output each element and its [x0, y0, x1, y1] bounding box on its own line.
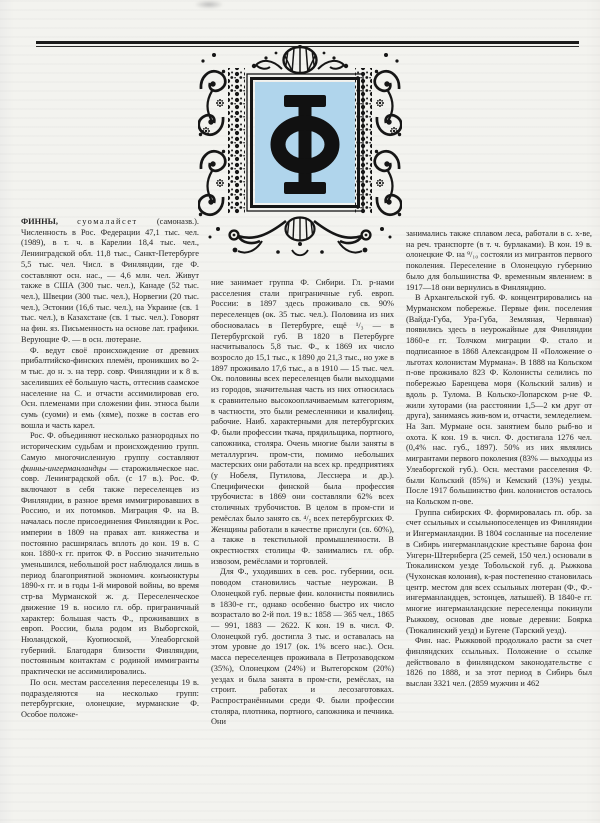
text-run: (самоназв.). Численность в Рос. Федерации 47,1 тыс. чел. (1989), в т. ч. в Карелии 18,4 тыс. чел., Ленинградской обл. 11,8 тыс., Санкт-Петербурге 5,5 тыс. чел. Числ. в Финляндии, где Ф. составляют осн. нас., — 4,6 млн. чел. Живут также в США (300 тыс. чел.), Канаде (52 тыс. чел.), Швеции (300 тыс. чел.), Норвегии (20 тыс. чел.), Эстонии (16,6 тыс. чел.), на Украине (св. 1 тыс. чел.), в Казахстане (св. 1 тыс. чел.). Говорят на фин. яз. Письменность на основе лат. графики. Верующие Ф. — в осн. лютеране.: [21, 217, 199, 344]
article-body: [21, 217, 592, 773]
ornament-top-crest: [252, 45, 348, 75]
text-run: Для Ф., уходивших в сев. рос. губернии, осн. поводом становились частые неурожаи. В Олонецкой губ. первые фин. колонисты появились в 1830-е гг., однако особенно быстро их число возрастало во 2-й пол. 19 в.: 1858 — 365 чел., 1865 — 991, 1883 — 2622. К кон. 19 в. числ. Ф. Олонецкой губ. достигла 3 тыс. и оставалась на этом уровне до 1917 (ок. 1% всего нас.). Осн. масса переселенцев проживала в Петрозаводском (35%), Олонецком (24%) и Вытегорском (20%) уездах и была занята в пром-сти, ремёслах, на строит. работах и лесозаготовках. Распространёнными среди Ф. были профессии столяра, плотника, портного, сапожника и печника. Они: [211, 567, 394, 727]
paragraph: [21, 217, 199, 346]
paragraph: [211, 567, 394, 728]
text-run: финны-ингерманландцы: [21, 463, 107, 473]
text-column: [21, 217, 199, 773]
text-run: суомалайсет: [77, 217, 138, 226]
text-run: занимались также сплавом леса, работали в с. х-ве, на реч. транспорте (в т. ч. бурлаками). В кон. 19 в. олонецкие Ф. на ⁹/₁₀ состояли из мигрантов первого поколения. Переселение в Олонецкую губернию было для большинства Ф. временным явлением: в 1917—18 они вернулись в Финляндию.: [406, 229, 592, 292]
text-run: Группа сибирских Ф. формировалась гл. обр. за счет ссыльных и ссыльнопоселенцев из Финляндии и Ингерманландии. В 1804 сосланные на поселение в Сибирь ингерманландские крестьяне барона фон Унгерн-Штернберга (25 семей, 150 чел.) основали в Тюкалинском уезде Тобольской губ. д. Рыжкова (Чухонская колония), к-рая постепенно становилась центр. местом для всех ссыльных лютеран (Ф., Ф.-ингерманландцев, эстонцев, латышей). В 1840-е гг. многие ингерманландские переселенцы покинули Рыжкову, основав две новые деревни: Боярка (Тюкалинский уезд) и Бугене (Тарский уезд).: [406, 507, 592, 635]
paragraph: [21, 346, 199, 432]
ornament-left-vine: [199, 53, 226, 216]
ornament-right-vine: [375, 53, 402, 216]
text-column: [406, 217, 592, 773]
paragraph: [406, 508, 592, 637]
text-run: В Архангельской губ. Ф. концентрировались на Мурманском побережье. Первые фин. поселения (Вайда-Губа, Ура-Губа, Земляная, Червяная) появились здесь в неурожайные для Финляндии 1860-е гг. Толчком миграции Ф. стало и подписанное в 1868 Александром II «Положение о льготах колонистам Мурмана». В 1888 на Кольском п-ове проживало 823 Ф. Колонисты селились по побережью Баренцева моря (Кольский залив) и вдоль р. Тулома. В Кольско-Лопарском р-не Ф. жили хуторами (на расстоянии 1,5—2 км друг от друга), занимаясь жив-вом и, отчасти, земледелием. На Зап. Мурмане осн. занятием было рыб-во и охота. К кон. 19 в. числ. Ф. достигала 1276 чел. (0,4% нас. губ., 1897). 50% из них являлись мигрантами первого поколения (83% — выходцы из Улеаборгской губ.). Осн. местами расселения Ф. были Кольский (85%) и Кемский (13%) уезды. После 1917 большинство фин. колонистов осталось на Кольском п-ове.: [406, 293, 592, 506]
paragraph: [21, 678, 199, 721]
letter-plate: [247, 74, 363, 211]
paragraph: [406, 229, 592, 293]
ornament-left-strip: [228, 68, 245, 214]
top-rule-thick: [36, 41, 579, 44]
text-run: Рос. Ф. объединяют несколько разнородных по историческим судьбам и происхождению групп. Самую многочисленную группу составляют: [21, 431, 199, 462]
text-run: ние занимает группа Ф. Сибири. Гл. р-нами расселения стали приграничные губ. европ. России: в 1897 здесь проживало св. 90% переселенцев (ок. 35 тыс. чел.). Половина из них обосновалась в Петербурге, ещё ¹/₃ — в Петербургской губ. В 1820 в Петербурге насчитывалось 5,8 тыс. Ф., к 1869 их число возросло до 15,1 тыс., к 1890 до 21,3 тыс., но уже в 1897 проживало 17,6 тыс., а в 1910 — 15 тыс. чел. Ок. половины всех переселенцев были выходцами из городов, значительная часть из них относилась к сравнительно высокооплачиваемым категориям, в частности, это были ремесленники и квалифиц. рабочие. Наиб. характерными для петербургских Ф. были профессии ткача, прядильщика, портного, сапожника, столяра. Очень многие были заняты в металлургич. пром-сти, помимо небольших мастерских они работали на всех кр. предприятиях (у Нобеля, Путилова, Лесснера и др.). Специфически финской была профессия трубочиста: в 1869 они составляли 62% всех столичных трубочистов. В целом в пром-сти и ремёслах было занято св. ⁴/₅ всех петербургских Ф. Женщины работали в качестве прислуги (св. 60%), а также в текстильной промышленности. В окрестностях столицы Ф. занимались гл. обр. извозом, ремёслами и торговлей.: [211, 278, 394, 566]
text-run: По осн. местам расселения переселенцы 19 в. подразделяются на несколько групп: петербургские, олонецкие, мурманские Ф. Особое положе-: [21, 677, 199, 720]
scan-smudge: [194, 0, 224, 9]
paragraph: [406, 293, 592, 507]
paragraph: [406, 636, 592, 690]
text-run: Ф. ведут своё происхождение от древних прибалтийско-финских племён, проникших во 2-м тыс. до н. э. на терр. совр. Финляндии и к 8 в. заселивших её большую часть, оттеснив саамское население на С. и отчасти ассимилировав его. Осн. племенами при сложении фин. этноса были сумь (суоми) и емь (хяме), позже в состав его вошла и часть карел.: [21, 345, 199, 430]
text-run: ФИННЫ,: [21, 217, 78, 226]
text-column: [211, 217, 394, 773]
paragraph: [211, 278, 394, 567]
text-run: Фин. нас. Рыжковой продолжало расти за счет финляндских ссыльных. Положение о ссылке действовало в финляндском законодательстве с 1826 по 1888, и за этот период в Сибирь был выслан 3321 чел. (2859 мужчин и 462: [406, 636, 592, 689]
paragraph: [21, 431, 199, 678]
text-run: — старожильческое нас. совр. Ленинградской обл. (с 17 в.). Рос. Ф. включают в себя также переселенцев из Финляндии, в разное время иммигрировавших в Россию, и их потомков. Миграция Ф. на В. началась после присоединения Финляндии к Рос. империи в 1809 на правах авт. княжества и постоянно расширялась вплоть до кон. 19 в. С кон. 1880-х гг. приток Ф. в Россию значительно уменьшился, небольшой рост наблюдался лишь в период благоприятной экономич. конъюнктуры 1890-х гг. и в годы 1-й мировой войны, во время стр-ва Мурманской ж. д. Переселенческое движение 19 в. носило гл. обр. приграничный характер: большая часть Ф., проживавших в европ. России, была родом из Выборгской, Нюландской, Куопиоской, Улеаборгской губерний. Благодаря близости Финляндии, постоянным контактам с родиной иммигранты практически не ассимилировались.: [21, 463, 199, 677]
